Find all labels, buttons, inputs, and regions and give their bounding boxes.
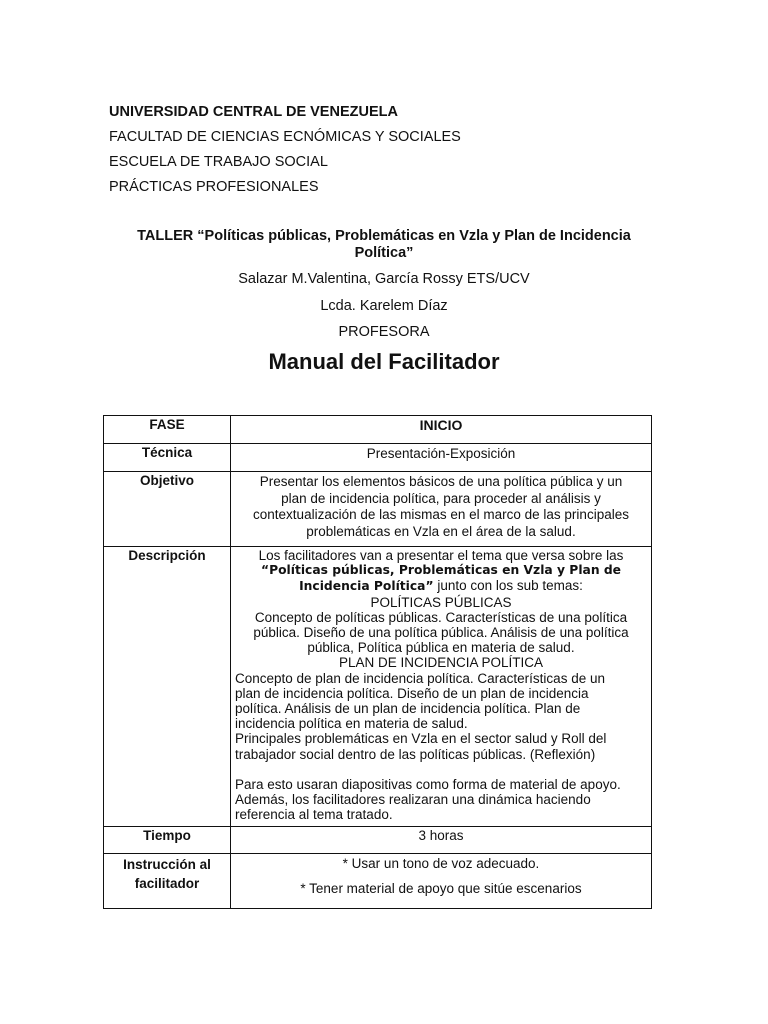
workshop-title [100, 228, 668, 262]
instruccion-label [104, 854, 231, 909]
subtopic-line: pública, Política pública en materia de salud. [307, 640, 575, 656]
subtopic-line: Concepto de políticas públicas. Características de una política [254, 609, 628, 625]
subtopic-title-plan: PLAN DE INCIDENCIA POLÍTICA [338, 655, 544, 671]
faculty-name: FACULTAD DE CIENCIAS ECNÓMICAS Y SOCIALES [109, 129, 461, 145]
subtopic-line: Concepto de plan de incidencia política. Características de un [235, 670, 605, 686]
workshop-title-line1: TALLER “Políticas públicas, Problemáticas en Vzla y Plan de Incidencia [137, 228, 631, 244]
instruccion-value [231, 854, 652, 909]
objetivo-label: Objetivo [104, 472, 231, 547]
objetivo-line: problemáticas en Vzla en el área de la salud. [306, 523, 576, 539]
professor-role: PROFESORA [338, 324, 430, 340]
document-header [109, 100, 709, 200]
instruccion-label-line1: Instrucción al [123, 857, 211, 872]
subtopic-line: plan de incidencia política. Diseño de un plan de incidencia [235, 685, 589, 701]
school-name: ESCUELA DE TRABAJO SOCIAL [109, 154, 328, 170]
descripcion-intro: Los facilitadores van a presentar el tema que versa sobre las [258, 548, 624, 563]
subtopic-line: política. Análisis de un plan de incidencia política. Plan de [235, 701, 581, 717]
tecnica-label: Técnica [104, 444, 231, 472]
table-row-descripcion [104, 547, 652, 827]
descripcion-theme-line2 [235, 578, 647, 594]
instruccion-item: * Tener material de apoyo que sitúe escenarios [300, 881, 582, 897]
workshop-title-line2: Política” [354, 245, 414, 261]
descripcion-theme-bold: Incidencia Política” [299, 579, 434, 594]
professor-name: Lcda. Karelem Díaz [320, 298, 448, 314]
authors: Salazar M.Valentina, García Rossy ETS/UCV [238, 271, 530, 287]
table-row-fase [104, 416, 652, 444]
closing-line: referencia al tema tratado. [235, 807, 393, 823]
descripcion-label: Descripción [104, 547, 231, 827]
instruccion-label-line2: facilitador [134, 876, 200, 891]
manual-title: Manual del Facilitador [268, 349, 500, 374]
objetivo-line: plan de incidencia política, para proceder al análisis y [281, 490, 601, 506]
tiempo-value: 3 horas [231, 827, 652, 854]
university-name: UNIVERSIDAD CENTRAL DE VENEZUELA [109, 104, 398, 120]
table-row-objetivo [104, 472, 652, 547]
subtopic-title-politicas: POLÍTICAS PÚBLICAS [370, 594, 512, 610]
subtopic-line: incidencia política en materia de salud. [235, 716, 468, 732]
table-row-tiempo [104, 827, 652, 854]
descripcion-value [231, 547, 652, 827]
subtopic-line: trabajador social dentro de las políticas públicas. (Reflexión) [235, 746, 596, 762]
closing-line: Para esto usaran diapositivas como forma de material de apoyo. [235, 776, 621, 792]
fase-value: INICIO [231, 416, 652, 444]
subtopic-line: pública. Diseño de una política pública. Análisis de una política [253, 625, 629, 641]
objetivo-line: contextualización de las mismas en el marco de las principales [253, 507, 629, 522]
tecnica-value: Presentación-Exposición [231, 444, 652, 472]
table-row-instruccion [104, 854, 652, 909]
tiempo-label: Tiempo [104, 827, 231, 854]
subtopic-line: Principales problemáticas en Vzla en el sector salud y Roll del [235, 731, 607, 747]
descripcion-subtopics-intro: junto con los sub temas: [433, 578, 583, 594]
objetivo-line: Presentar los elementos básicos de una política pública y un [259, 474, 623, 489]
objetivo-value [231, 472, 652, 547]
table-row-tecnica [104, 444, 652, 472]
instruccion-item: * Usar un tono de voz adecuado. [342, 856, 540, 871]
descripcion-theme-line1: “Políticas públicas, Problemáticas en Vzla y Plan de [260, 563, 622, 578]
facilitator-table [103, 415, 652, 909]
practice-name: PRÁCTICAS PROFESIONALES [109, 179, 319, 195]
closing-line: Además, los facilitadores realizaran una dinámica haciendo [235, 792, 591, 808]
spacer [235, 762, 647, 777]
fase-label: FASE [104, 416, 231, 444]
